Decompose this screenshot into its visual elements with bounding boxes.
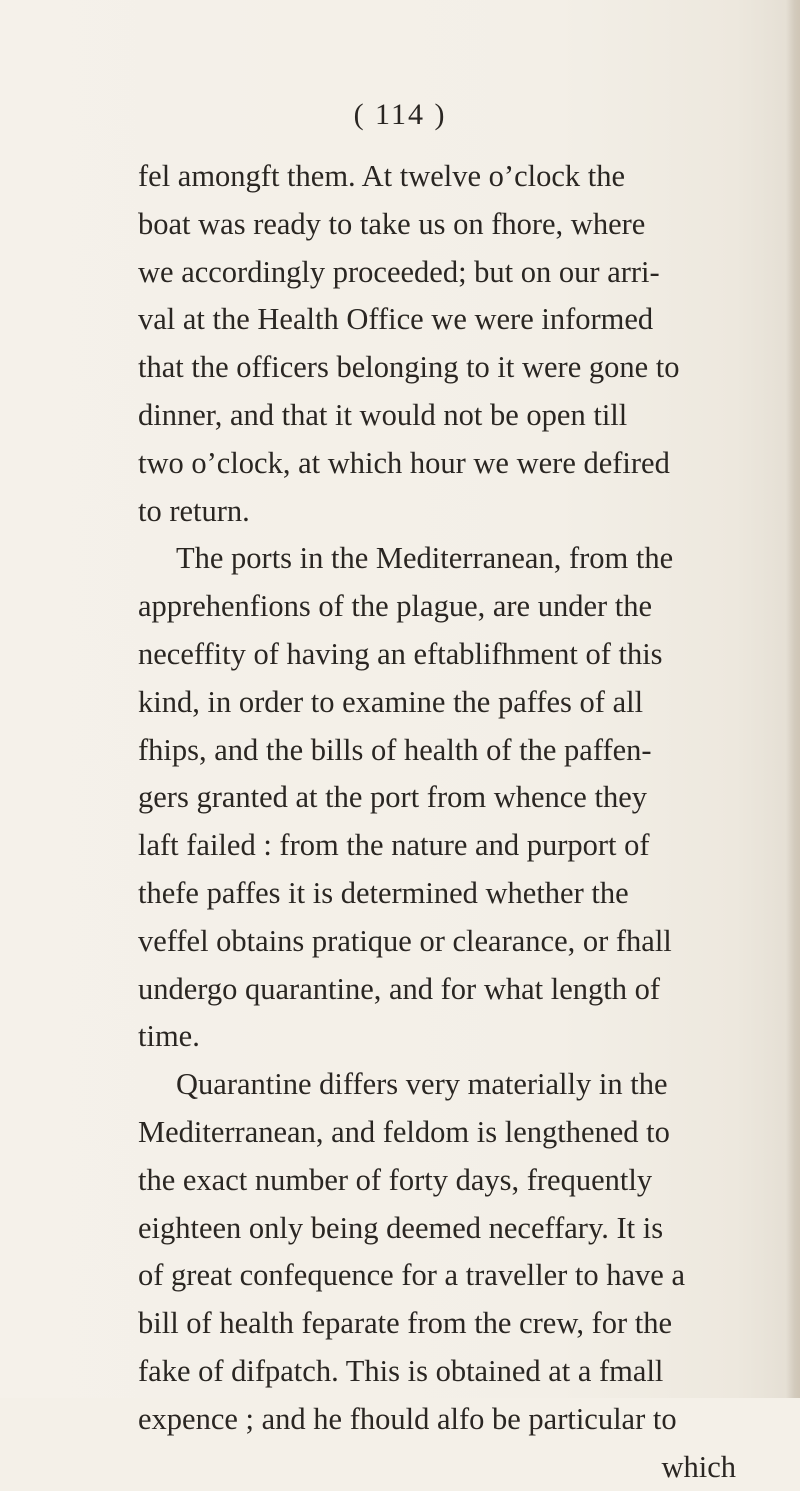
text-line: kind, in order to examine the paffes of all: [138, 684, 644, 719]
text-line: bill of health feparate from the crew, for the: [138, 1306, 673, 1341]
text-line: thefe paffes it is determined whether the: [138, 875, 629, 910]
text-line: time.: [138, 1019, 200, 1054]
paragraph-start-line: The ports in the Mediterranean, from the: [176, 541, 674, 576]
catchword: which: [661, 1449, 736, 1484]
text-line: of great confequence for a traveller to have a: [138, 1258, 685, 1293]
body-text: [138, 153, 798, 1491]
text-line: neceffity of having an eftablifhment of this: [138, 636, 663, 671]
text-line: boat was ready to take us on fhore, where: [138, 206, 646, 241]
text-line: fake of difpatch. This is obtained at a fmall: [138, 1353, 664, 1388]
text-line: val at the Health Office we were informed: [138, 302, 654, 337]
text-line: undergo quarantine, and for what length of: [138, 971, 661, 1006]
text-line: fel amongft them. At twelve o’clock the: [138, 159, 626, 193]
text-line: two o’clock, at which hour we were defired: [138, 445, 670, 480]
text-line: dinner, and that it would not be open till: [138, 397, 628, 432]
paragraph-start-line: Quarantine differs very materially in the: [176, 1067, 668, 1102]
text-line: gers granted at the port from whence they: [138, 780, 647, 815]
text-line: Mediterranean, and feldom is lengthened to: [138, 1114, 670, 1149]
text-line: expence ; and he fhould alfo be particular to: [138, 1401, 677, 1436]
text-line: veffel obtains pratique or clearance, or fhall: [138, 923, 672, 958]
text-line: apprehenfions of the plague, are under the: [138, 589, 653, 624]
text-line: laft failed : from the nature and purport of: [138, 828, 650, 863]
page-number-header: ( 114 ): [353, 98, 447, 131]
text-line: the exact number of forty days, frequently: [138, 1162, 653, 1197]
text-line: fhips, and the bills of health of the paffen-: [138, 732, 652, 767]
text-line: eighteen only being deemed neceffary. It is: [138, 1210, 664, 1245]
text-line: to return.: [138, 493, 250, 528]
text-line: that the officers belonging to it were gone to: [138, 350, 680, 385]
text-line: we accordingly proceeded; but on our arri-: [138, 254, 660, 289]
